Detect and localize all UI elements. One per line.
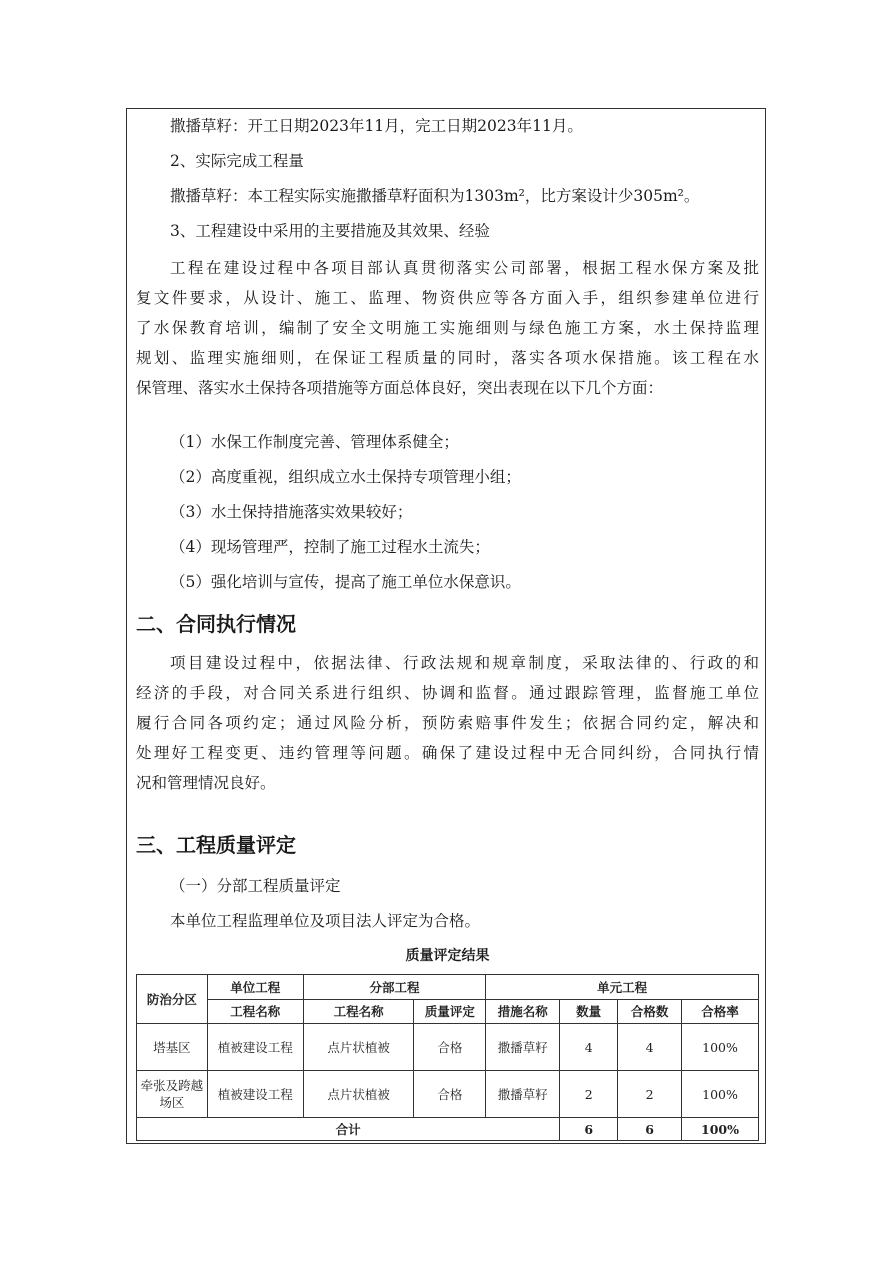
total-row [137,1118,759,1141]
cell-pass: 2 [618,1071,682,1118]
paragraph-line: 项目建设过程中，依据法律、行政法规和规章制度，采取法律的、行政的和 [170,654,759,672]
seeding-dates-line: 撒播草籽：开工日期2023年11月，完工日期2023年11月。 [170,117,583,135]
cell-rate: 100% [682,1071,759,1118]
cell-unit: 植被建设工程 [207,1071,303,1118]
evaluation-line: 本单位工程监理单位及项目法人评定为合格。 [170,912,481,930]
contract-paragraph [136,648,759,798]
cell-count: 2 [560,1071,618,1118]
total-rate: 100% [682,1118,759,1141]
header-sub-name: 工程名称 [303,1000,414,1024]
list-item: （2）高度重视，组织成立水土保持专项管理小组； [170,468,521,486]
list-item: （4）现场管理严，控制了施工过程水土流失； [170,538,490,556]
header-rate: 合格率 [682,1000,759,1024]
table-caption: 质量评定结果 [405,948,490,964]
total-pass: 6 [618,1118,682,1141]
header-unit-name: 工程名称 [207,1000,303,1024]
paragraph-line: 了水保教育培训，编制了安全文明施工实施细则与绿色施工方案，水土保持监理 [136,319,759,337]
header-count: 数量 [560,1000,618,1024]
paragraph-line: 处理好工程变更、违约管理等问题。确保了建设过程中无合同纠纷，合同执行情 [136,744,759,762]
header-sub-quality: 质量评定 [414,1000,486,1024]
paragraph-line: 复文件要求，从设计、施工、监理、物资供应等各方面入手，组织参建单位进行 [136,289,759,307]
section-2-title: 二、合同执行情况 [136,612,296,636]
cell-quality: 合格 [414,1024,486,1071]
section-3-title: 三、工程质量评定 [136,833,296,857]
cell-pass: 4 [618,1024,682,1071]
list-item: （3）水土保持措施落实效果较好； [170,503,413,521]
total-count: 6 [560,1118,618,1141]
cell-rate: 100% [682,1024,759,1071]
measures-heading: 3、工程建设中采用的主要措施及其效果、经验 [170,222,490,240]
total-label: 合计 [137,1118,560,1141]
header-element: 单元工程 [486,975,759,1000]
seeding-area-line: 撒播草籽：本工程实际实施撒播草籽面积为1303m²，比方案设计少305m²。 [170,187,700,205]
paragraph-line: 保管理、落实水土保持各项措施等方面总体良好，突出表现在以下几个方面： [136,379,664,397]
header-row [137,1000,759,1024]
measures-paragraph [136,253,759,403]
paragraph-line: 规划、监理实施细则，在保证工程质量的同时，落实各项水保措施。该工程在水 [136,349,759,367]
header-zone: 防治分区 [137,975,208,1024]
paragraph-line: 工程在建设过程中各项目部认真贯彻落实公司部署，根据工程水保方案及批 [170,259,759,277]
subsection-title: （一）分部工程质量评定 [170,877,341,895]
paragraph-line: 况和管理情况良好。 [136,774,276,792]
cell-zone: 牵张及跨越场区 [137,1071,208,1118]
list-item: （1）水保工作制度完善、管理体系健全； [170,433,459,451]
cell-sub: 点片状植被 [303,1024,414,1071]
header-sub: 分部工程 [303,975,486,1000]
header-unit: 单位工程 [207,975,303,1000]
quality-table [136,974,759,1141]
list-item: （5）强化培训与宣传，提高了施工单位水保意识。 [170,573,521,591]
paragraph-line: 履行合同各项约定；通过风险分析，预防索赔事件发生；依据合同约定，解决和 [136,714,759,732]
table-row [137,1024,759,1071]
cell-quality: 合格 [414,1071,486,1118]
header-measure: 措施名称 [486,1000,560,1024]
cell-unit: 植被建设工程 [207,1024,303,1071]
table-row [137,1071,759,1118]
cell-sub: 点片状植被 [303,1071,414,1118]
cell-measure: 撒播草籽 [486,1024,560,1071]
cell-zone: 塔基区 [137,1024,208,1071]
actual-quantity-heading: 2、实际完成工程量 [170,152,304,170]
cell-measure: 撒播草籽 [486,1071,560,1118]
header-row [137,975,759,1000]
cell-count: 4 [560,1024,618,1071]
header-pass: 合格数 [618,1000,682,1024]
paragraph-line: 经济的手段，对合同关系进行组织、协调和监督。通过跟踪管理，监督施工单位 [136,684,759,702]
